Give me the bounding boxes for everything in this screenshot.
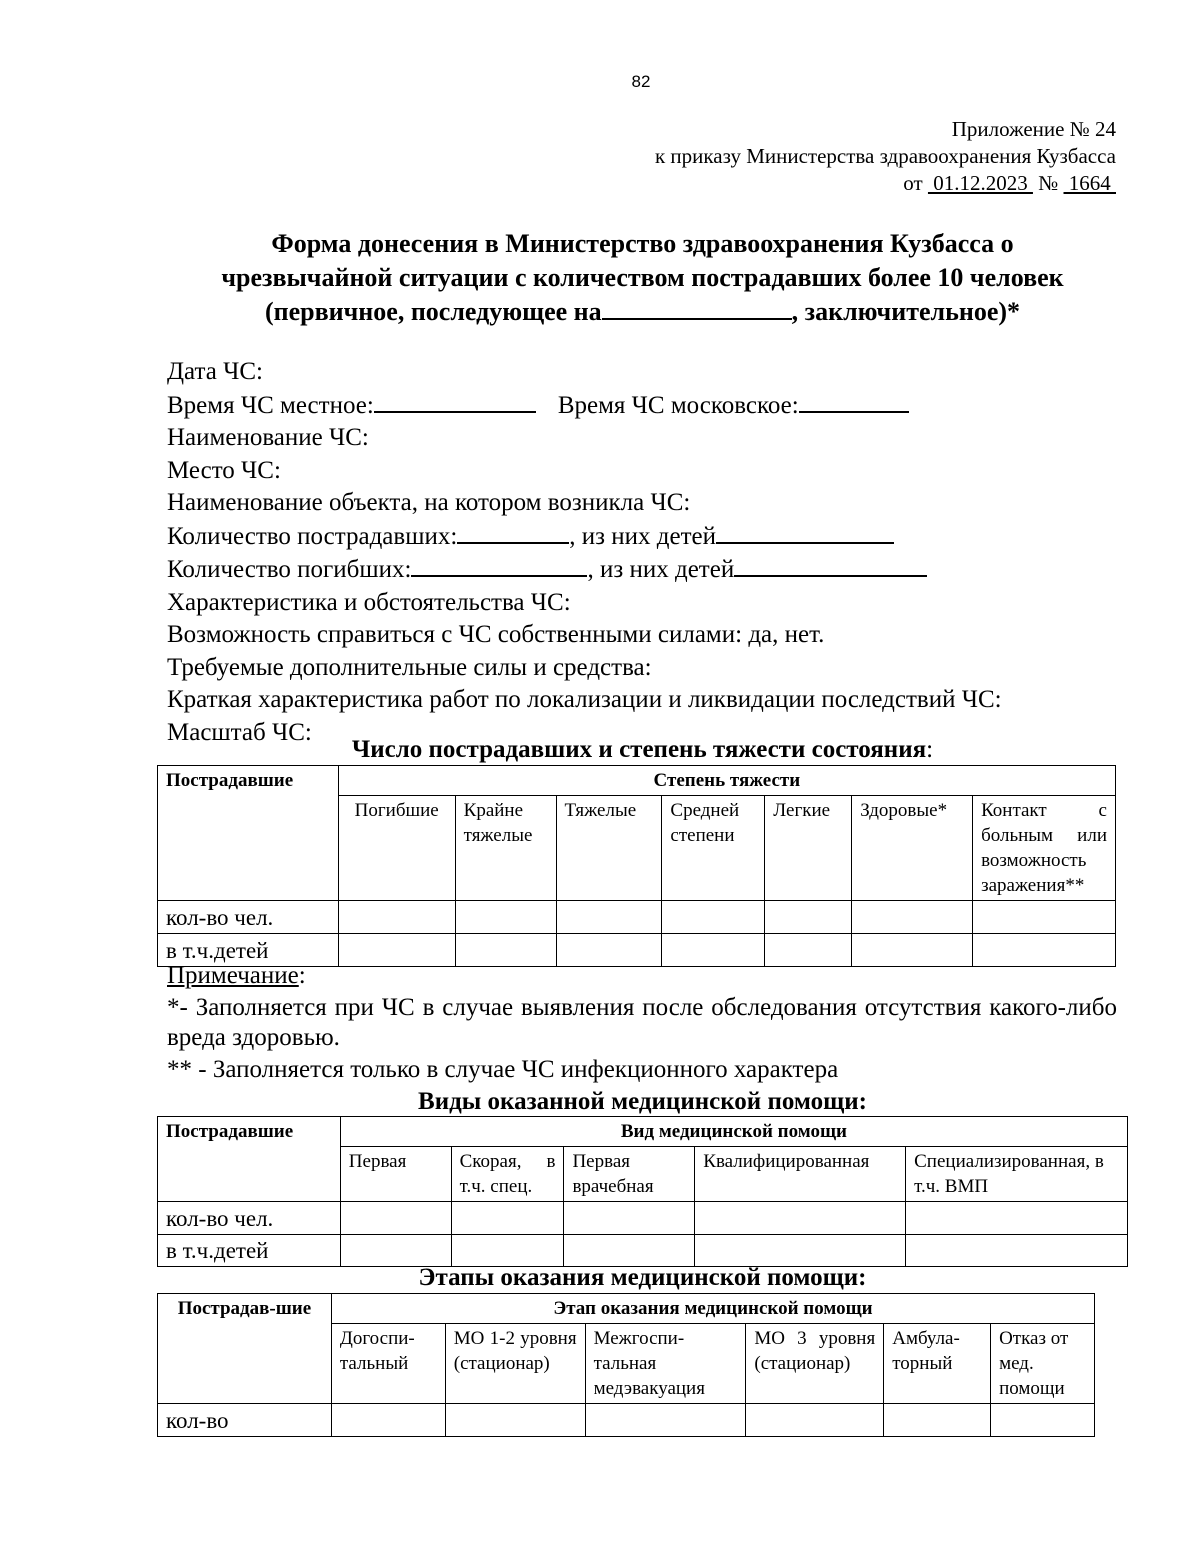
table-cell[interactable] (340, 1202, 451, 1235)
table-cell[interactable] (451, 1235, 564, 1267)
table-cell[interactable] (451, 1202, 564, 1235)
stage-col-mo-3: МО 3 уровня (стационар) (746, 1324, 884, 1404)
table-cell[interactable] (556, 901, 662, 934)
severity-col-critical: Крайне тяжелые (455, 796, 556, 901)
table-cell[interactable] (852, 901, 973, 934)
severity-col-light: Легкие (765, 796, 852, 901)
table-cell[interactable] (564, 1235, 695, 1267)
table-cell[interactable] (445, 1404, 585, 1437)
stage-col-refusal: Отказ от мед. помощи (991, 1324, 1095, 1404)
field-place: Место ЧС: (167, 456, 281, 484)
stage-row-header-text: Пострадав-шие (177, 1298, 312, 1319)
table1-title-colon: : (926, 736, 934, 763)
form-fields (167, 356, 1002, 749)
field-object: Наименование объекта, на котором возникла ЧС: (167, 489, 691, 516)
order-number: 1664 (1063, 171, 1116, 195)
local-time-blank[interactable] (374, 389, 536, 413)
care-stage-table (157, 1293, 1095, 1437)
field-local-time-label: Время ЧС местное: (167, 391, 374, 419)
dead-children-blank[interactable] (734, 553, 927, 577)
severity-row-count: кол-во чел. (158, 901, 339, 934)
stage-group-header: Этап оказания медицинской помощи (331, 1294, 1094, 1324)
appendix-from: от (903, 171, 923, 195)
care-row-header: Пострадавшие (158, 1117, 341, 1202)
field-works: Краткая характеристика работ по локализации и ликвидации последствий ЧС: (167, 686, 1002, 713)
table-cell[interactable] (340, 1235, 451, 1267)
stage-row-count: кол-во (158, 1404, 332, 1437)
care-col-emergency: Скорая, в т.ч. спец. (451, 1147, 564, 1202)
notes-heading (167, 961, 1117, 991)
dead-blank[interactable] (411, 553, 587, 577)
field-victims (167, 520, 1002, 554)
table1-title-text: Число пострадавших и степень тяжести состояния (351, 736, 927, 763)
dead-label: Количество погибших: (167, 556, 412, 583)
table-cell[interactable] (884, 1404, 991, 1437)
title-line-3a: (первичное, последующее на (264, 297, 602, 326)
appendix-order: к приказу Министерства здравоохранения Кузбасса (654, 144, 1116, 168)
stage-col-mo-1-2: МО 1-2 уровня (стационар) (445, 1324, 585, 1404)
report-date-blank[interactable] (602, 296, 792, 320)
care-group-header: Вид медицинской помощи (340, 1117, 1127, 1147)
care-col-first-medical: Первая врачебная (564, 1147, 695, 1202)
table-cell[interactable] (991, 1404, 1095, 1437)
field-additional: Требуемые дополнительные силы и средства: (167, 653, 652, 681)
severity-row-header: Пострадавшие (158, 766, 339, 901)
field-dead (167, 553, 1002, 587)
field-moscow-time-label: Время ЧС московское: (557, 391, 799, 419)
stage-row-header (158, 1294, 332, 1404)
severity-group-header: Степень тяжести (338, 766, 1115, 796)
severity-row-children: в т.ч.детей (158, 934, 339, 967)
dead-children-label: , из них детей (587, 556, 735, 583)
care-row-children: в т.ч.детей (158, 1235, 341, 1267)
care-col-qualified: Квалифицированная (695, 1147, 906, 1202)
table-cell[interactable] (746, 1404, 884, 1437)
note-2: ** - Заполняется только в случае ЧС инфекционного характера (167, 1056, 839, 1083)
severity-col-healthy: Здоровые* (852, 796, 973, 901)
table-cell[interactable] (973, 901, 1116, 934)
title-line-3 (150, 295, 1135, 329)
title-line-3b: , заключительное)* (791, 297, 1021, 326)
page-number: 82 (631, 72, 651, 91)
order-date: 01.12.2023 (927, 171, 1033, 195)
table-cell[interactable] (695, 1202, 906, 1235)
field-date: Дата ЧС: (167, 358, 263, 385)
notes (167, 961, 1117, 1085)
table2-title: Виды оказанной медицинской помощи: (418, 1088, 867, 1115)
appendix-date-line (655, 170, 1116, 197)
severity-col-contact: Контакт с больным или возможность заражения** (973, 796, 1116, 901)
title-line-2: чрезвычайной ситуации с количеством пострадавших более 10 человек (221, 263, 1064, 292)
table-cell[interactable] (564, 1202, 695, 1235)
severity-col-severe: Тяжелые (556, 796, 662, 901)
appendix-header (655, 116, 1116, 197)
severity-col-moderate: Средней степени (662, 796, 765, 901)
field-characteristics: Характеристика и обстоятельства ЧС: (167, 588, 571, 616)
severity-col-dead: Погибшие (338, 796, 455, 901)
victims-label: Количество пострадавших: (167, 522, 458, 550)
table-cell[interactable] (331, 1404, 445, 1437)
table-cell[interactable] (906, 1235, 1128, 1267)
note-1: *- Заполняется при ЧС в случае выявления после обследования отсутствия какого-либо вреда здоровью. (167, 994, 1117, 1051)
stage-col-prehospital: Догоспи-тальный (331, 1324, 445, 1404)
number-sign: № (1038, 171, 1059, 195)
severity-table (157, 765, 1116, 967)
table-cell[interactable] (455, 901, 556, 934)
form-title (150, 227, 1135, 329)
field-name: Наименование ЧС: (167, 424, 369, 451)
title-line-1: Форма донесения в Министерство здравоохранения Кузбасса о (271, 229, 1014, 258)
field-own-forces: Возможность справиться с ЧС собственными силами: да, нет. (167, 621, 825, 648)
table-cell[interactable] (585, 1404, 746, 1437)
table-cell[interactable] (338, 901, 455, 934)
table-cell[interactable] (765, 901, 852, 934)
care-type-table (157, 1116, 1128, 1267)
moscow-time-blank[interactable] (799, 389, 909, 413)
stage-col-outpatient: Амбула-торный (884, 1324, 991, 1404)
appendix-number: Приложение № 24 (951, 117, 1116, 141)
victims-blank[interactable] (457, 520, 569, 544)
table1-title (150, 736, 1135, 764)
care-col-first: Первая (340, 1147, 451, 1202)
table3-title: Этапы оказания медицинской помощи: (418, 1264, 867, 1291)
stage-col-interhospital: Межгоспи-тальная медэвакуация (585, 1324, 746, 1404)
notes-heading-text: Примечание (167, 962, 299, 989)
care-col-specialized: Специализированная, в т.ч. ВМП (906, 1147, 1128, 1202)
care-row-count: кол-во чел. (158, 1202, 341, 1235)
table-cell[interactable] (695, 1235, 906, 1267)
victims-children-blank[interactable] (716, 520, 894, 544)
victims-children-label: , из них детей (569, 522, 717, 550)
table-cell[interactable] (906, 1202, 1128, 1235)
notes-heading-colon: : (298, 962, 306, 989)
field-scale: Масштаб ЧС: (167, 718, 312, 746)
table-cell[interactable] (662, 901, 765, 934)
field-time (167, 389, 1002, 423)
